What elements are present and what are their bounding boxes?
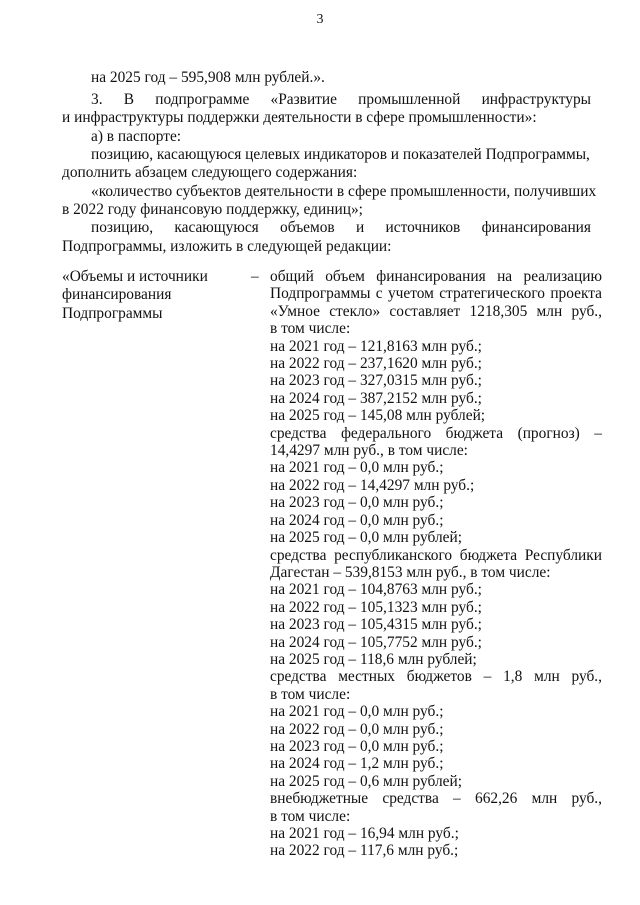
- value-line: на 2021 год – 0,0 млн руб.;: [270, 703, 444, 721]
- value-line: на 2021 год – 121,8163 млн руб.;: [270, 337, 482, 355]
- value-line: на 2021 год – 16,94 млн руб.;: [270, 825, 459, 842]
- value-line: на 2023 год – 327,0315 млн руб.;: [270, 372, 482, 390]
- value-line: средства республиканского бюджета Республики: [270, 546, 602, 564]
- value-line: на 2022 год – 117,6 млн руб.;: [270, 842, 459, 860]
- text-line: в 2022 году финансовую поддержку, единиц»;: [62, 201, 363, 218]
- text-line: на 2025 год – 595,908 млн рублей.».: [91, 69, 325, 86]
- value-line: на 2024 год – 387,2152 млн руб.;: [270, 389, 482, 407]
- text-line: 3. В подпрограмме «Развитие промышленной инфраструктуры: [91, 91, 591, 108]
- label-line: Подпрограммы: [62, 304, 163, 322]
- value-line: в том числе:: [270, 685, 351, 703]
- value-line: на 2022 год – 14,4297 млн руб.;: [270, 476, 475, 494]
- financing-label: [62, 268, 232, 323]
- value-line: в том числе:: [270, 807, 351, 825]
- text-line: «количество субъектов деятельности в сфере промышленности, получивших: [91, 183, 597, 200]
- dash-separator: –: [251, 268, 259, 285]
- value-line: на 2023 год – 0,0 млн руб.;: [270, 737, 444, 755]
- value-line: на 2023 год – 0,0 млн руб.;: [270, 494, 444, 512]
- value-line: на 2022 год – 105,1323 млн руб.;: [270, 598, 482, 616]
- value-line: 14,4297 млн руб., в том числе:: [270, 442, 468, 460]
- value-line: на 2021 год – 104,8763 млн руб.;: [270, 581, 482, 599]
- value-line: Подпрограммы с учетом стратегического проекта: [270, 285, 602, 303]
- value-line: на 2022 год – 237,1620 млн руб.;: [270, 355, 482, 373]
- value-line: на 2025 год – 0,6 млн рублей;: [270, 772, 462, 790]
- value-line: общий объем финансирования на реализацию: [270, 268, 602, 285]
- page-number: 3: [316, 12, 324, 27]
- value-line: «Умное стекло» составляет 1218,305 млн руб.,: [270, 302, 602, 320]
- text-line: позицию, касающуюся объемов и источников финансирования: [91, 219, 591, 236]
- label-line: «Объемы и источники: [62, 268, 208, 285]
- financing-values: [270, 268, 602, 860]
- value-line: на 2024 год – 0,0 млн руб.;: [270, 511, 444, 529]
- value-line: внебюджетные средства – 662,26 млн руб.,: [270, 790, 602, 808]
- value-line: на 2022 год – 0,0 млн руб.;: [270, 720, 444, 738]
- text-line: дополнить абзацем следующего содержания:: [62, 164, 358, 181]
- value-line: на 2023 год – 105,4315 млн руб.;: [270, 616, 482, 634]
- value-line: на 2024 год – 1,2 млн руб.;: [270, 755, 444, 773]
- value-line: Дагестан – 539,8153 млн руб., в том числе:: [270, 563, 551, 581]
- label-line: финансирования: [62, 286, 172, 304]
- value-line: на 2021 год – 0,0 млн руб.;: [270, 459, 444, 477]
- text-line: позицию, касающуюся целевых индикаторов и показателей Подпрограммы,: [91, 146, 590, 163]
- value-line: на 2025 год – 145,08 млн рублей;: [270, 407, 486, 425]
- text-line: Подпрограммы, изложить в следующей редакции:: [62, 238, 392, 255]
- text-line: и инфраструктуры поддержки деятельности в сфере промышленности»:: [62, 109, 537, 126]
- value-line: в том числе:: [270, 320, 351, 338]
- value-line: на 2025 год – 0,0 млн рублей;: [270, 529, 462, 547]
- value-line: на 2025 год – 118,6 млн рублей;: [270, 650, 477, 668]
- value-line: средства федерального бюджета (прогноз) –: [270, 424, 602, 442]
- text-line: а) в паспорте:: [91, 128, 182, 145]
- value-line: на 2024 год – 105,7752 млн руб.;: [270, 633, 482, 651]
- value-line: средства местных бюджетов – 1,8 млн руб.,: [270, 668, 602, 686]
